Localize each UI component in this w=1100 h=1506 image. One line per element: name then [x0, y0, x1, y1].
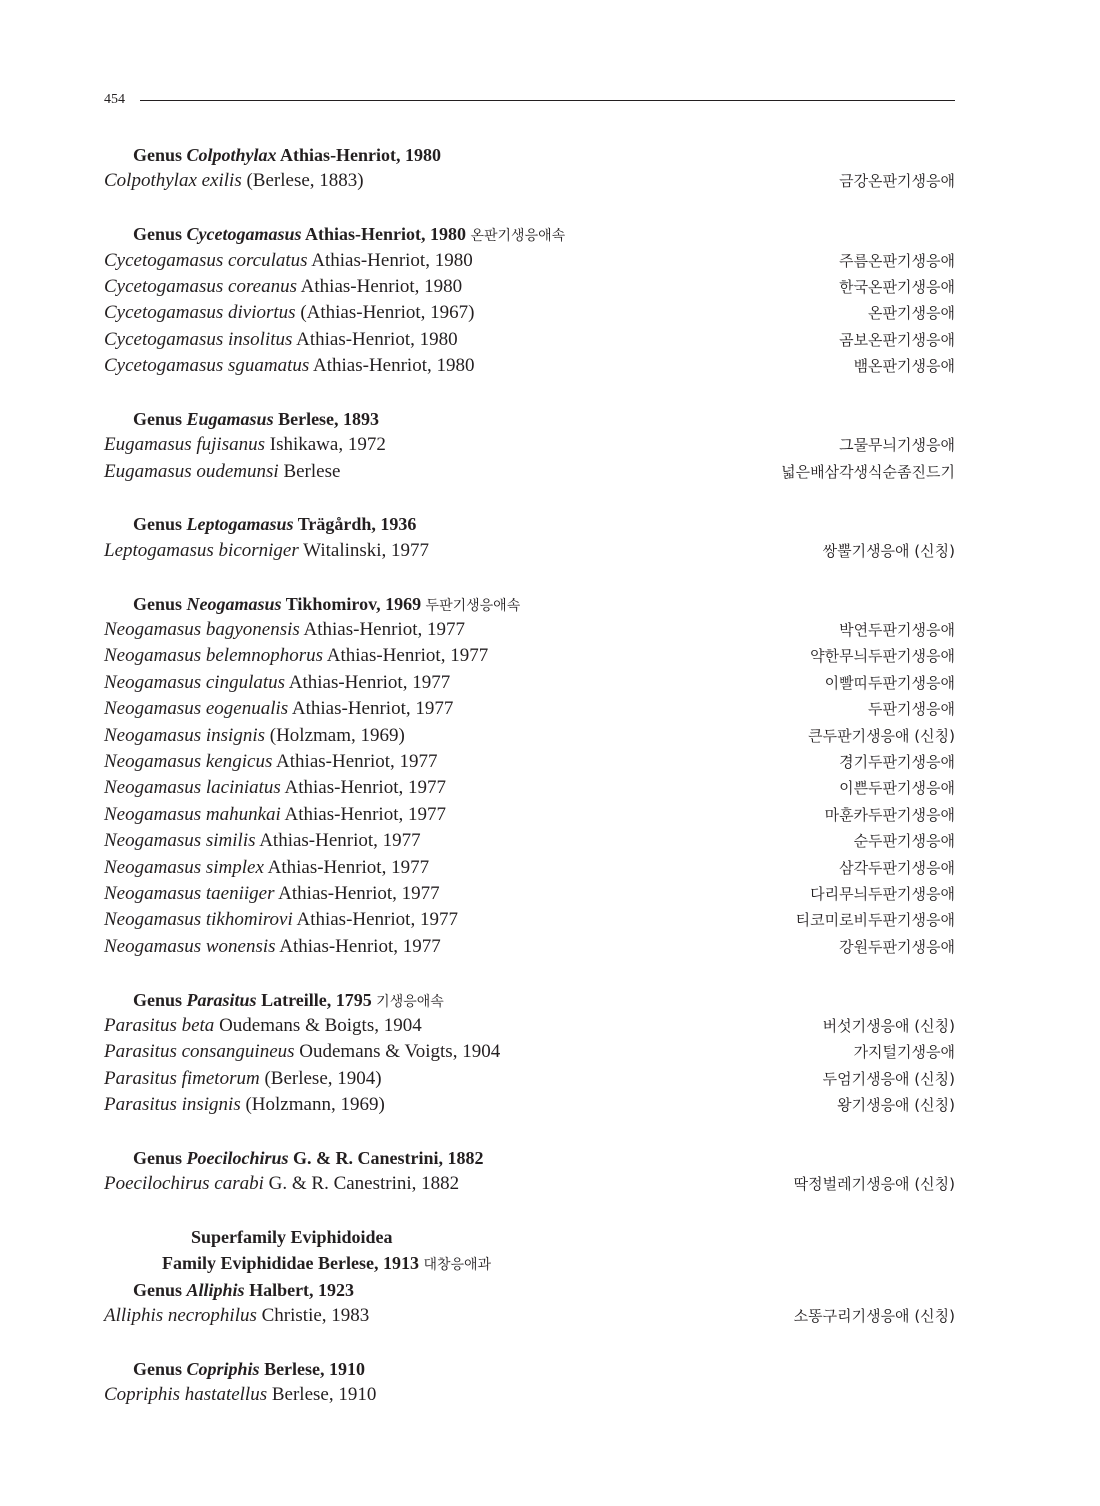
- species-scientific: [104, 855, 429, 881]
- heading-rank-label: Genus: [133, 408, 187, 429]
- species-authority: (Holzmann, 1969): [240, 1094, 385, 1116]
- heading-rank-label: Genus: [133, 593, 187, 614]
- species-entry: [104, 168, 955, 194]
- species-korean-name: 가지털기생응애: [853, 1043, 955, 1062]
- species-authority: Athias-Henriot, 1977: [285, 671, 451, 693]
- species-authority: (Berlese, 1883): [241, 170, 364, 192]
- species-korean-name: 넓은배삼각생식순좀진드기: [781, 462, 955, 481]
- taxon-heading: [104, 142, 955, 168]
- taxon-heading: [104, 1356, 955, 1382]
- species-korean-name: 쌍뿔기생응애 (신칭): [822, 541, 955, 560]
- species-entry: [104, 828, 955, 854]
- heading-rank-label: Genus: [133, 1358, 187, 1379]
- species-entry: [104, 723, 955, 749]
- species-name: Cycetogamasus insolitus: [104, 328, 293, 350]
- page-header: [104, 92, 955, 108]
- species-scientific: [104, 696, 453, 722]
- taxon-heading: [104, 511, 955, 537]
- species-name: Cycetogamasus diviortus: [104, 302, 296, 324]
- heading-rank-label: Genus: [133, 989, 187, 1010]
- species-scientific: [104, 749, 438, 775]
- taxon-block: [104, 1356, 955, 1409]
- species-scientific: [104, 248, 473, 274]
- header-rule: [140, 100, 955, 101]
- species-name: Neogamasus laciniatus: [104, 777, 281, 799]
- species-korean-name: 이빨띠두판기생응애: [824, 673, 955, 692]
- species-name: Parasitus consanguineus: [104, 1041, 295, 1063]
- species-authority: Oudemans & Voigts, 1904: [294, 1041, 501, 1063]
- species-entry: [104, 1039, 955, 1065]
- species-entry: [104, 749, 955, 775]
- heading-korean-name: 기생응애속: [371, 993, 444, 1010]
- heading-genus-name: Copriphis: [186, 1358, 260, 1379]
- species-authority: Berlese: [278, 460, 341, 482]
- taxon-block: [104, 1224, 955, 1330]
- species-authority: Athias-Henriot, 1980: [292, 328, 458, 350]
- taxon-heading: [104, 1277, 955, 1303]
- species-authority: Athias-Henriot, 1980: [296, 275, 463, 297]
- species-entry: [104, 432, 955, 458]
- species-entry: [104, 855, 955, 881]
- taxon-block: [104, 987, 955, 1119]
- species-korean-name: 두엄기생응애 (신칭): [822, 1069, 955, 1088]
- species-entry: [104, 1171, 955, 1197]
- species-korean-name: 박연두판기생응애: [839, 621, 955, 640]
- species-entry: [104, 1066, 955, 1092]
- species-authority: Ishikawa, 1972: [265, 434, 386, 456]
- heading-authority: G. & R. Canestrini, 1882: [288, 1147, 484, 1168]
- species-scientific: [104, 1039, 500, 1065]
- heading-korean-name: 온판기생응애속: [466, 228, 566, 245]
- species-name: Parasitus insignis: [104, 1094, 241, 1116]
- species-korean-name: 다리무늬두판기생응애: [810, 884, 955, 903]
- taxon-heading: [104, 591, 955, 617]
- heading-authority: Berlese, 1893: [273, 408, 380, 429]
- heading-korean-name: 두판기생응애속: [421, 597, 521, 614]
- taxon-heading: [104, 1224, 955, 1250]
- taxon-heading: [104, 1145, 955, 1171]
- species-name: Neogamasus belemnophorus: [104, 645, 324, 667]
- species-scientific: [104, 432, 386, 458]
- species-entry: [104, 1092, 955, 1118]
- species-entry: [104, 1303, 955, 1329]
- species-authority: (Berlese, 1904): [259, 1067, 382, 1089]
- species-authority: Athias-Henriot, 1980: [307, 249, 473, 271]
- species-scientific: [104, 828, 421, 854]
- species-korean-name: 경기두판기생응애: [839, 752, 955, 771]
- species-entry: [104, 1382, 955, 1408]
- species-authority: Athias-Henriot, 1977: [280, 777, 446, 799]
- species-name: Neogamasus insignis: [104, 724, 265, 746]
- heading-authority: Athias-Henriot, 1980: [301, 224, 467, 245]
- heading-genus-name: Poecilochirus: [186, 1147, 289, 1168]
- species-korean-name: 이쁜두판기생응애: [839, 779, 955, 798]
- species-scientific: [104, 1013, 422, 1039]
- species-authority: (Athias-Henriot, 1967): [295, 302, 475, 324]
- species-name: Colpothylax exilis: [104, 170, 242, 192]
- species-name: Poecilochirus carabi: [104, 1173, 264, 1195]
- species-scientific: [104, 459, 340, 485]
- taxon-block: [104, 406, 955, 485]
- species-korean-name: 왕기생응애 (신칭): [837, 1096, 955, 1115]
- species-entry: [104, 459, 955, 485]
- heading-rank-label: Family Eviphididae Berlese, 1913: [162, 1253, 420, 1274]
- heading-authority: Athias-Henriot, 1980: [276, 145, 442, 165]
- heading-rank-label: Genus: [133, 224, 187, 245]
- species-korean-name: 주름온판기생응애: [839, 251, 955, 270]
- species-scientific: [104, 934, 441, 960]
- species-korean-name: 마훈카두판기생응애: [824, 805, 955, 824]
- taxon-block: [104, 1145, 955, 1198]
- species-korean-name: 금강온판기생응애: [839, 172, 955, 191]
- species-korean-name: 뱀온판기생응애: [853, 357, 955, 376]
- species-authority: Athias-Henriot, 1977: [263, 856, 430, 878]
- heading-authority: Halbert, 1923: [244, 1279, 355, 1300]
- species-scientific: [104, 643, 488, 669]
- species-authority: Athias-Henriot, 1977: [275, 935, 441, 957]
- species-name: Neogamasus eogenualis: [104, 698, 289, 720]
- heading-rank-label: Genus: [133, 1147, 187, 1168]
- species-korean-name: 딱정벌레기생응애 (신칭): [793, 1175, 955, 1194]
- taxon-heading: [104, 406, 955, 432]
- species-name: Neogamasus cingulatus: [104, 671, 286, 693]
- species-entry: [104, 353, 955, 379]
- species-scientific: [104, 881, 440, 907]
- species-name: Neogamasus similis: [104, 830, 256, 852]
- species-scientific: [104, 1066, 382, 1092]
- species-scientific: [104, 274, 462, 300]
- species-scientific: [104, 670, 450, 696]
- species-korean-name: 약한무늬두판기생응애: [810, 647, 955, 666]
- species-entry: [104, 274, 955, 300]
- heading-korean-name: 대창응애과: [419, 1257, 492, 1274]
- species-korean-name: 그물무늬기생응애: [839, 436, 955, 455]
- heading-genus-name: Colpothylax: [186, 145, 277, 165]
- species-entry: [104, 538, 955, 564]
- taxon-block: [104, 591, 955, 960]
- species-scientific: [104, 327, 458, 353]
- species-name: Cycetogamasus sguamatus: [104, 355, 310, 377]
- species-authority: Athias-Henriot, 1980: [309, 355, 475, 377]
- species-entry: [104, 248, 955, 274]
- heading-genus-name: Neogamasus: [186, 593, 282, 614]
- species-authority: Athias-Henriot, 1977: [274, 882, 440, 904]
- species-authority: Athias-Henriot, 1977: [255, 830, 421, 852]
- heading-rank-label: Genus: [133, 514, 187, 535]
- species-scientific: [104, 775, 446, 801]
- species-name: Neogamasus simplex: [104, 856, 264, 878]
- page-number: 454: [104, 92, 125, 107]
- species-name: Cycetogamasus corculatus: [104, 249, 308, 271]
- heading-rank-label: Genus: [133, 145, 187, 165]
- taxon-heading: [104, 221, 955, 247]
- species-scientific: [104, 1303, 369, 1329]
- species-authority: Athias-Henriot, 1977: [280, 803, 446, 825]
- species-name: Neogamasus mahunkai: [104, 803, 281, 825]
- species-name: Alliphis necrophilus: [104, 1305, 257, 1327]
- species-entry: [104, 696, 955, 722]
- heading-rank-label: Genus: [133, 1279, 187, 1300]
- species-name: Cycetogamasus coreanus: [104, 275, 297, 297]
- species-authority: Athias-Henriot, 1977: [288, 698, 454, 720]
- species-scientific: [104, 723, 405, 749]
- species-scientific: [104, 907, 458, 933]
- species-korean-name: 큰두판기생응애 (신칭): [808, 726, 955, 745]
- species-korean-name: 순두판기생응애: [853, 832, 955, 851]
- species-korean-name: 소똥구리기생응애 (신칭): [793, 1307, 955, 1326]
- species-authority: Christie, 1983: [256, 1305, 370, 1327]
- species-name: Copriphis hastatellus: [104, 1384, 268, 1406]
- heading-authority: Latreille, 1795: [256, 989, 372, 1010]
- species-entry: [104, 881, 955, 907]
- species-scientific: [104, 168, 364, 194]
- species-scientific: [104, 802, 446, 828]
- taxon-block: [104, 142, 955, 195]
- species-scientific: [104, 300, 474, 326]
- heading-genus-name: Eugamasus: [186, 408, 274, 429]
- species-entry: [104, 802, 955, 828]
- species-authority: Athias-Henriot, 1977: [323, 645, 489, 667]
- species-name: Neogamasus kengicus: [104, 750, 273, 772]
- species-authority: G. & R. Canestrini, 1882: [263, 1173, 460, 1195]
- species-entry: [104, 670, 955, 696]
- species-name: Neogamasus taeniiger: [104, 882, 275, 904]
- heading-authority: Berlese, 1910: [259, 1358, 366, 1379]
- species-entry: [104, 327, 955, 353]
- species-scientific: [104, 1171, 459, 1197]
- heading-genus-name: Leptogamasus: [186, 514, 294, 535]
- species-name: Parasitus beta: [104, 1014, 215, 1036]
- species-korean-name: 강원두판기생응애: [839, 937, 955, 956]
- species-entry: [104, 934, 955, 960]
- species-entry: [104, 643, 955, 669]
- taxon-list: [104, 142, 955, 1435]
- species-name: Eugamasus fujisanus: [104, 434, 265, 456]
- species-authority: Athias-Henriot, 1977: [272, 750, 438, 772]
- species-authority: Athias-Henriot, 1977: [299, 619, 465, 641]
- species-korean-name: 삼각두판기생응애: [839, 858, 955, 877]
- taxon-block: [104, 511, 955, 564]
- species-scientific: [104, 538, 429, 564]
- species-authority: (Holzmam, 1969): [265, 724, 405, 746]
- species-korean-name: 두판기생응애: [868, 700, 955, 719]
- species-authority: Berlese, 1910: [267, 1384, 377, 1406]
- heading-genus-name: Cycetogamasus: [186, 224, 302, 245]
- species-scientific: [104, 1382, 376, 1408]
- species-entry: [104, 617, 955, 643]
- heading-genus-name: Alliphis: [186, 1279, 245, 1300]
- species-scientific: [104, 1092, 385, 1118]
- species-name: Neogamasus wonensis: [104, 935, 276, 957]
- species-authority: Witalinski, 1977: [298, 539, 430, 561]
- species-entry: [104, 907, 955, 933]
- taxon-block: [104, 221, 955, 379]
- taxon-heading: [104, 1250, 955, 1276]
- species-scientific: [104, 617, 465, 643]
- heading-authority: Trägårdh, 1936: [293, 514, 417, 535]
- taxon-heading: [104, 987, 955, 1013]
- species-entry: [104, 300, 955, 326]
- heading-authority: Tikhomirov, 1969: [281, 593, 422, 614]
- species-entry: [104, 1013, 955, 1039]
- species-authority: Athias-Henriot, 1977: [292, 909, 458, 931]
- species-authority: Oudemans & Boigts, 1904: [214, 1014, 422, 1036]
- species-name: Leptogamasus bicorniger: [104, 539, 299, 561]
- species-name: Neogamasus tikhomirovi: [104, 909, 293, 931]
- species-korean-name: 곰보온판기생응애: [839, 330, 955, 349]
- species-entry: [104, 775, 955, 801]
- heading-rank-label: Superfamily Eviphidoidea: [191, 1227, 393, 1248]
- species-korean-name: 한국온판기생응애: [839, 277, 955, 296]
- species-scientific: [104, 353, 475, 379]
- species-name: Parasitus fimetorum: [104, 1067, 260, 1089]
- species-name: Eugamasus oudemunsi: [104, 460, 279, 482]
- species-korean-name: 온판기생응애: [868, 304, 955, 323]
- heading-genus-name: Parasitus: [186, 989, 257, 1010]
- species-korean-name: 버섯기생응애 (신칭): [822, 1016, 955, 1035]
- species-korean-name: 티코미로비두판기생응애: [795, 911, 955, 930]
- species-name: Neogamasus bagyonensis: [104, 619, 300, 641]
